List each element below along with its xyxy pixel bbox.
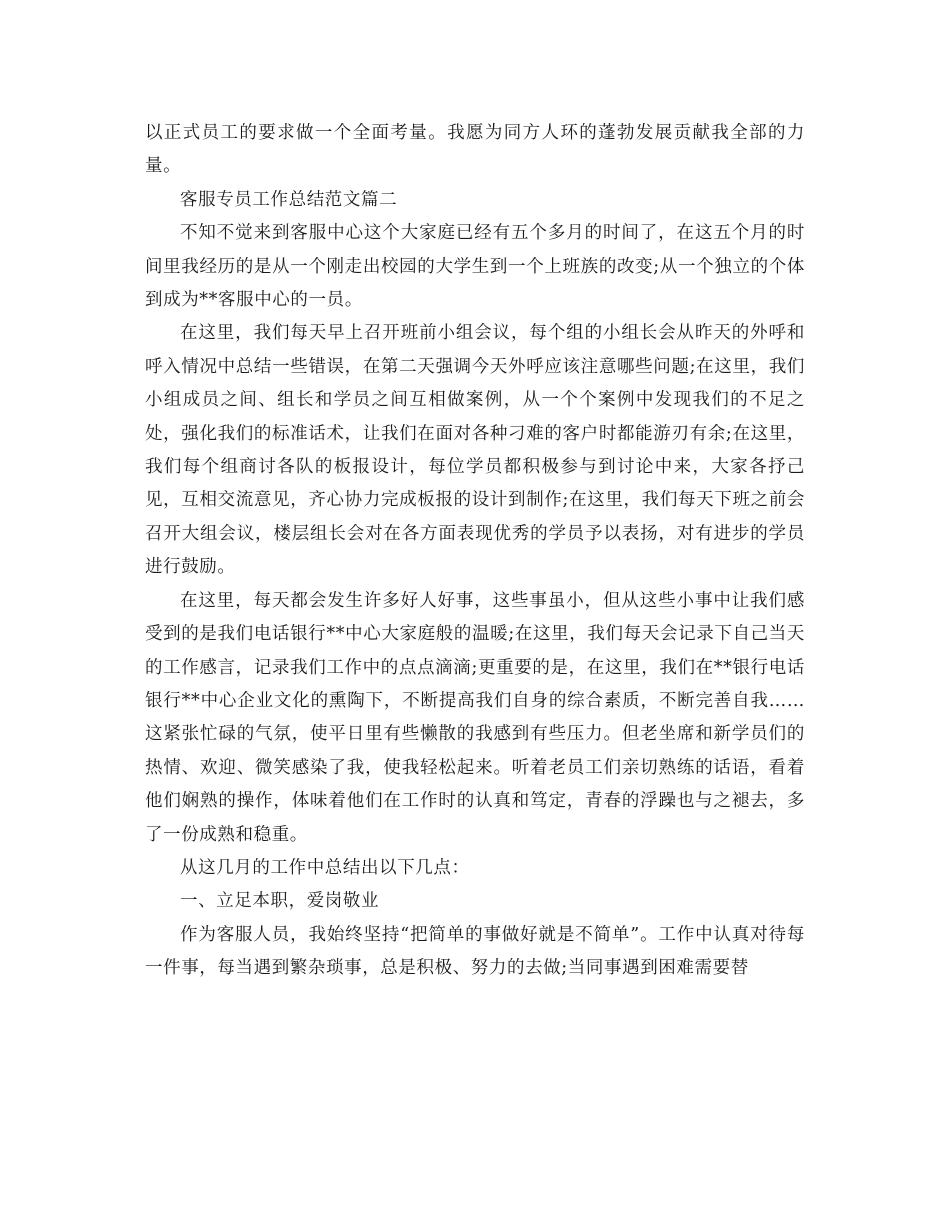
paragraph: 在这里，每天都会发生许多好人好事，这些事虽小，但从这些小事中让我们感受到的是我们电话银行**中心大家庭般的温暖;在这里，我们每天会记录下自己当天的工作感言，记录我们工作中的点点滴滴;更重要的是，在这里，我们在**银行电话银行**中心企业文化的熏陶下，不断提高我们自身的综合素质，不断完善自我……这紧张忙碌的气氛，使平日里有些懒散的我感到有些压力。但老坐席和新学员们的热情、欢迎、微笑感染了我，使我轻松起来。听着老员工们亲切熟练的话语，看着他们娴熟的操作，体味着他们在工作时的认真和笃定，青春的浮躁也与之褪去，多了一份成熟和稳重。	[145, 590, 805, 845]
paragraph-continuation: 以正式员工的要求做一个全面考量。我愿为同方人环的蓬勃发展贡献我全部的力量。	[145, 123, 805, 177]
paragraph: 在这里，我们每天早上召开班前小组会议，每个组的小组长会从昨天的外呼和呼入情况中总结一些错误，在第二天强调今天外呼应该注意哪些问题;在这里，我们小组成员之间、组长和学员之间互相做案例，从一个个案例中发现我们的不足之处，强化我们的标准话术，让我们在面对各种刁难的客户时都能游刃有余;在这里，我们每个组商讨各队的板报设计，每位学员都积极参与到讨论中来，大家各抒己见，互相交流意见，齐心协力完成板报的设计到制作;在这里，我们每天下班之前会召开大组会议，楼层组长会对在各方面表现优秀的学员予以表扬，对有进步的学员进行鼓励。	[145, 323, 805, 578]
section-heading: 客服专员工作总结范文篇二	[180, 189, 398, 210]
paragraph: 从这几月的工作中总结出以下几点：	[180, 857, 470, 878]
document-body	[145, 117, 805, 986]
subheading: 一、立足本职，爱岗敬业	[180, 891, 380, 912]
paragraph: 不知不觉来到客服中心这个大家庭已经有五个多月的时间了，在这五个月的时间里我经历的是从一个刚走出校园的大学生到一个上班族的改变;从一个独立的个体到成为**客服中心的一员。	[145, 223, 805, 311]
paragraph: 作为客服人员，我始终坚持“把简单的事做好就是不简单”。工作中认真对待每一件事，每当遇到繁杂琐事，总是积极、努力的去做;当同事遇到困难需要替	[145, 924, 805, 979]
